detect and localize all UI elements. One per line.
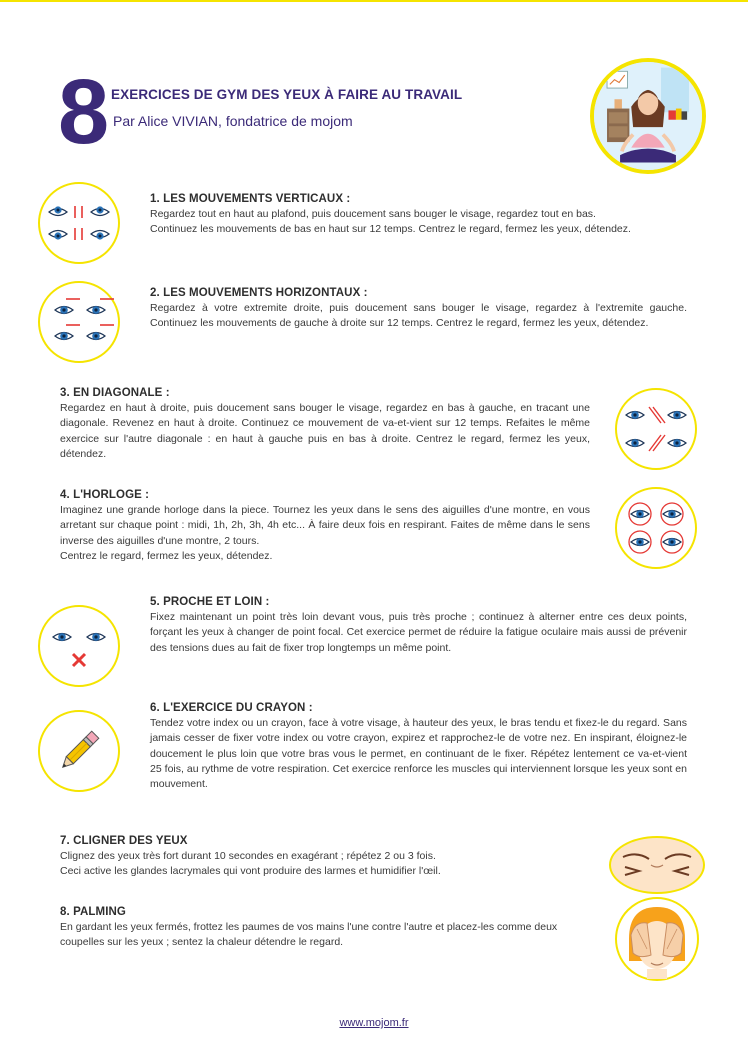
- section-title: 5. PROCHE ET LOIN :: [150, 596, 270, 608]
- section-near-far: [150, 595, 687, 656]
- section-pencil: [150, 701, 687, 792]
- section-text: Clignez des yeux très fort durant 10 secondes en exagérant ; répétez 2 ou 3 fois.: [60, 850, 436, 862]
- section-title: 1. LES MOUVEMENTS VERTICAUX :: [150, 193, 351, 205]
- section-text: Imaginez une grande horloge dans la piece. Tournez les yeux dans le sens des aiguilles d'une montre, en vous arretant sur chaque point : midi, 1h, 2h, 3h, 4h etc... À faire deux fois en respirant. Faites de même dans le sens inverse des aiguilles d'une montre, 2 tours.: [60, 504, 590, 547]
- eyes-vertical-icon: [38, 182, 120, 264]
- section-text: Fixez maintenant un point très loin devant vous, puis très proche ; continuez à alterner entre ces deux points, forçant les yeux à changer de point focal. Cet exercice permet de réduire la fatigue oculaire mais aussi de prévenir des tensions dues au fait de fixer trop longtemps un même point.: [150, 611, 687, 654]
- section-title: 7. CLIGNER DES YEUX: [60, 835, 188, 847]
- section-text: Continuez les mouvements de bas en haut sur 12 temps. Centrez le regard, fermez les yeux, détendez.: [150, 223, 631, 236]
- palming-face-icon: [615, 897, 699, 981]
- website-link[interactable]: www.mojom.fr: [339, 1017, 409, 1029]
- section-text: Regardez tout en haut au plafond, puis doucement sans bouger le visage, regardez tout en bas.: [150, 208, 596, 220]
- section-horizontal: [150, 286, 687, 332]
- section-title: 4. L'HORLOGE :: [60, 489, 150, 501]
- meditation-illustration: [590, 58, 706, 174]
- section-text: Ceci active les glandes lacrymales qui vont produire des larmes et humidifier l'œil.: [60, 865, 441, 878]
- section-palming: [60, 905, 600, 951]
- eyes-horizontal-icon: [38, 281, 120, 363]
- section-title: 8. PALMING: [60, 906, 126, 918]
- section-text: En gardant les yeux fermés, frottez les paumes de vos mains l'une contre l'autre et placez-les comme deux coupelles sur les yeux ; sentez la chaleur détendre le regard.: [60, 921, 558, 949]
- section-text: Tendez votre index ou un crayon, face à votre visage, à hauteur des yeux, le bras tendu et fixez-le du regard. Sans jamais cesser de fixer votre index ou votre crayon, expirez et rapprochez-le de votre nez. En inspirant, éloignez-le doucement le plus loin que votre bras vous le permet, en continuant de le fixer. Répétez lentement ce va-et-vient 25 fois, au rythme de votre respiration. Cet exercice renforce les muscles qui interviennent lorsque les yeux sont en mouvement.: [150, 717, 687, 791]
- section-text: Regardez à votre extremite droite, puis doucement sans bouger le visage, regardez à l'extremite gauche. Continuez les mouvements de gauche à droite sur 12 temps. Centrez le regard, fermez les yeux, détendez.: [150, 302, 687, 330]
- page-title: EXERCICES DE GYM DES YEUX À FAIRE AU TRAVAIL: [111, 87, 463, 102]
- footer: [0, 1017, 748, 1029]
- section-blink: [60, 834, 590, 880]
- section-clock: [60, 488, 590, 564]
- page-subtitle: Par Alice VIVIAN, fondatrice de mojom: [113, 113, 353, 129]
- squinting-eyes-icon: [609, 836, 705, 894]
- section-title: 3. EN DIAGONALE :: [60, 387, 170, 399]
- section-text: Centrez le regard, fermez les yeux, détendez.: [60, 549, 273, 562]
- eyes-clock-icon: [615, 487, 697, 569]
- eyes-near-far-icon: [38, 605, 120, 687]
- eyes-diagonal-icon: [615, 388, 697, 470]
- section-text: Regardez en haut à droite, puis doucement sans bouger le visage, regardez en bas à gauche, en tracant une diagonale. Revenez en haut à droite. Continuez ce mouvement de va-et-vient sur 12 temps. Refaites le même exercice sur l'autre diagonale : en haut à gauche puis en bas à droite. Centrez le regard, fermez les yeux, détendez.: [60, 402, 590, 460]
- section-title: 2. LES MOUVEMENTS HORIZONTAUX :: [150, 287, 368, 299]
- section-diagonal: [60, 386, 590, 462]
- pencil-icon: [38, 710, 120, 792]
- section-title: 6. L'EXERCICE DU CRAYON :: [150, 702, 313, 714]
- section-vertical: [150, 192, 687, 238]
- big-number: 8: [58, 61, 110, 163]
- top-border: [0, 0, 748, 2]
